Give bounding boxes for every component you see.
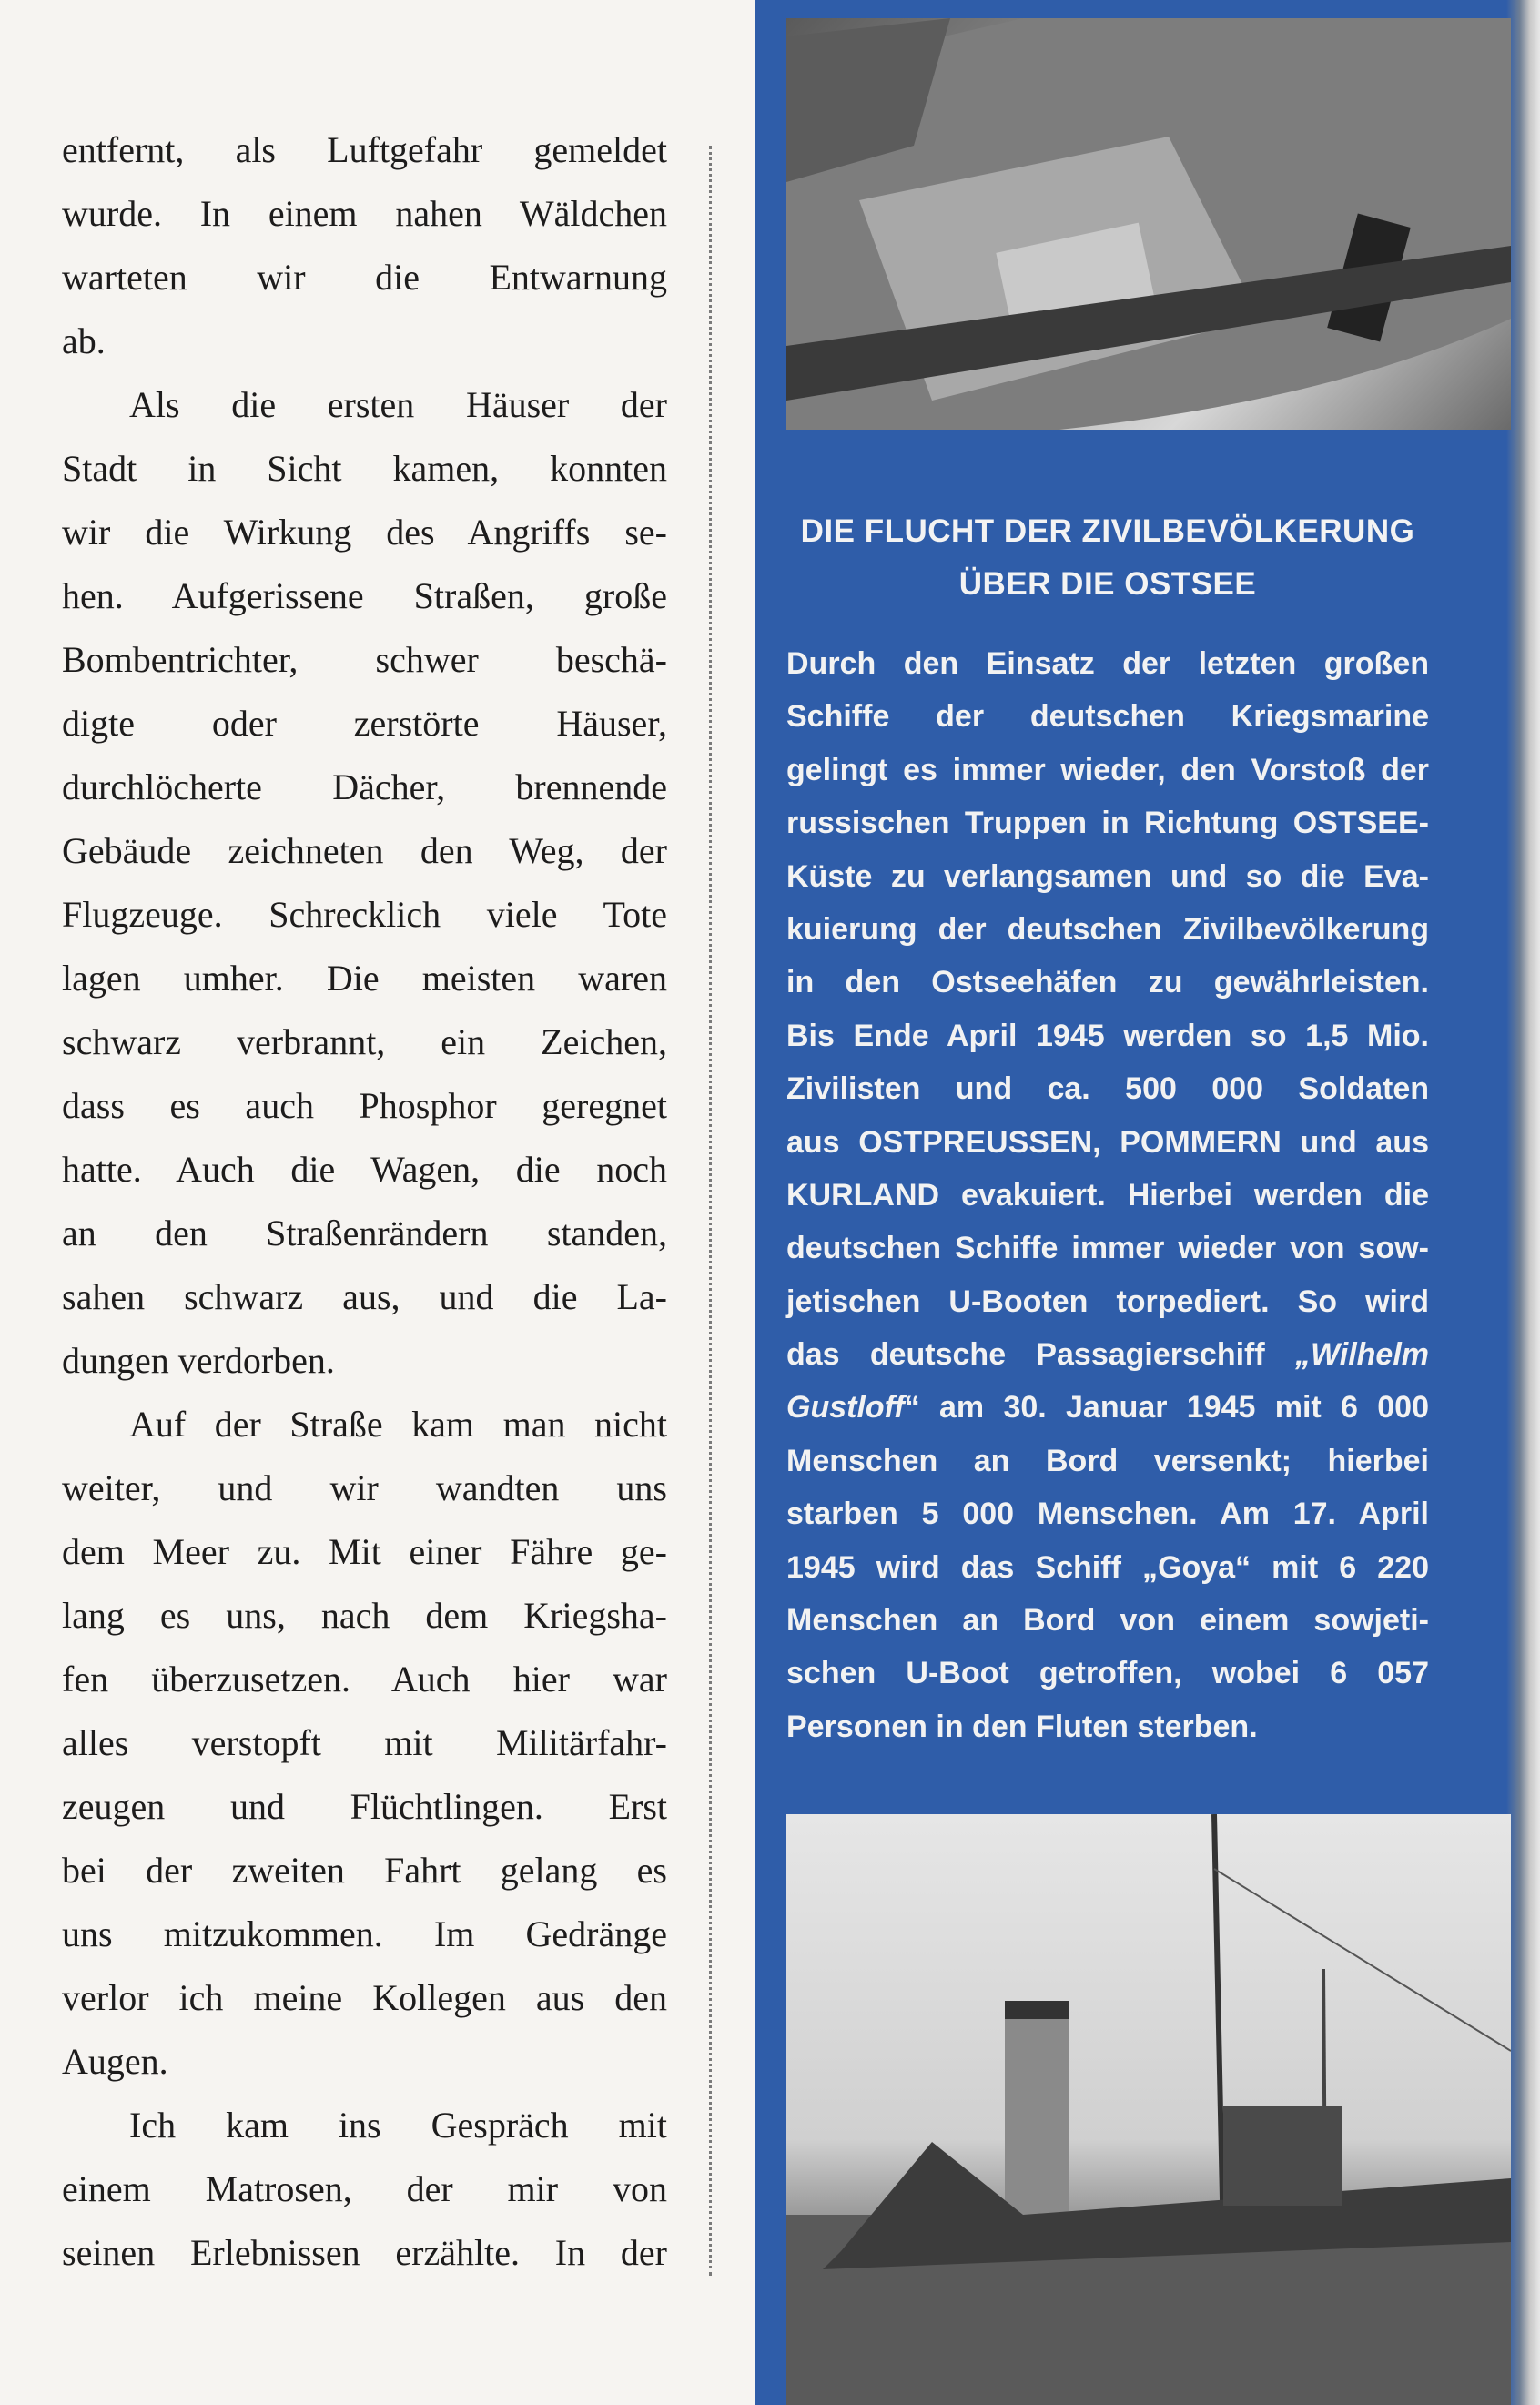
sidebar-text-line <box>786 1381 1429 1434</box>
text-segment: Schiffe der deutschen Kriegsmarine <box>786 699 1429 735</box>
text-line: Auf der Straße kam man nicht <box>129 1404 667 1445</box>
sidebar-text-line <box>786 637 1429 690</box>
text-line: durchlöcherte Dächer, brennende <box>62 766 667 807</box>
sidebar-heading <box>786 505 1429 611</box>
sidebar-text-line <box>786 1328 1429 1381</box>
sidebar-text-line <box>786 1010 1429 1062</box>
sidebar-heading-line1: DIE FLUCHT DER ZIVILBEVÖLKERUNG <box>800 513 1415 549</box>
sidebar-text-line <box>786 1275 1429 1328</box>
text-segment: das deutsche Passagierschiff <box>786 1337 1295 1373</box>
text-segment: aus OSTPREUSSEN, POMMERN und aus <box>786 1124 1429 1160</box>
text-segment: Personen in den Fluten sterben. <box>786 1709 1258 1744</box>
text-segment: Menschen an Bord von einem sowjeti- <box>786 1603 1429 1639</box>
ship-name-italic: „Wilhelm <box>1294 1337 1429 1373</box>
sunken-ship-image <box>786 1814 1511 2405</box>
sidebar-heading-line2: ÜBER DIE OSTSEE <box>958 566 1257 602</box>
text-line: dem Meer zu. Mit einer Fähre ge- <box>62 1531 667 1572</box>
text-segment: deutschen Schiffe immer wieder von sow- <box>786 1231 1429 1266</box>
text-segment: Zivilisten und ca. 500 000 Soldaten <box>786 1071 1429 1107</box>
sidebar-text-line <box>786 903 1429 956</box>
text-segment: Küste zu verlangsamen und so die Eva- <box>786 858 1429 894</box>
text-line: Augen. <box>62 2041 168 2082</box>
text-line: lang es uns, nach dem Kriegsha- <box>62 1595 667 1636</box>
text-line: seinen Erlebnissen erzählte. In der <box>62 2232 667 2273</box>
text-segment: “ am 30. Januar 1945 mit 6 000 <box>904 1390 1429 1426</box>
text-segment: 1945 wird das Schiff „Goya“ mit 6 220 <box>786 1549 1429 1585</box>
text-line: bei der zweiten Fahrt gelang es <box>62 1850 667 1891</box>
text-line: fen überzusetzen. Auch hier war <box>62 1659 667 1700</box>
text-line: einem Matrosen, der mir von <box>62 2168 667 2209</box>
text-segment: kuierung der deutschen Zivilbevölkerung <box>786 911 1429 947</box>
sidebar-text-line <box>786 956 1429 1009</box>
text-segment: russischen Truppen in Richtung OSTSEE- <box>786 806 1429 841</box>
text-line: hatte. Auch die Wagen, die noch <box>62 1149 667 1190</box>
text-line: Ich kam ins Gespräch mit <box>129 2105 667 2146</box>
text-line: dass es auch Phosphor geregnet <box>62 1085 667 1126</box>
text-line: Stadt in Sicht kamen, konnten <box>62 448 667 489</box>
sidebar-text-line <box>786 744 1429 797</box>
photo-sunken-ship <box>786 1814 1511 2405</box>
sidebar-text-line <box>786 1169 1429 1222</box>
text-segment: in den Ostseehäfen zu gewährleisten. <box>786 965 1429 1000</box>
text-segment: Menschen an Bord versenkt; hierbei <box>786 1443 1429 1478</box>
text-line: Flugzeuge. Schrecklich viele Tote <box>62 894 667 935</box>
sidebar-text-line <box>786 1647 1429 1700</box>
sidebar-text-line <box>786 797 1429 849</box>
sidebar-text-line <box>786 1487 1429 1540</box>
text-line: entfernt, als Luftgefahr gemeldet <box>62 129 667 170</box>
text-line: wir die Wirkung des Angriffs se- <box>62 512 667 553</box>
text-segment: Bis Ende April 1945 werden so 1,5 Mio. <box>786 1018 1429 1053</box>
text-segment: schen U-Boot getroffen, wobei 6 057 <box>786 1656 1429 1691</box>
text-line: schwarz verbrannt, ein Zeichen, <box>62 1021 667 1062</box>
text-line: alles verstopft mit Militärfahr- <box>62 1722 667 1763</box>
sidebar-text-line <box>786 1594 1429 1647</box>
text-line: weiter, und wir wandten uns <box>62 1467 667 1508</box>
text-line: ab. <box>62 320 106 361</box>
text-line: sahen schwarz aus, und die La- <box>62 1276 667 1317</box>
sidebar-text-line <box>786 1222 1429 1274</box>
dotted-divider <box>709 146 712 2276</box>
text-line: warteten wir die Entwarnung <box>62 257 667 298</box>
text-line: Als die ersten Häuser der <box>129 384 667 425</box>
text-segment: gelingt es immer wieder, den Vorstoß der <box>786 752 1429 787</box>
ship-name-italic: Gustloff <box>786 1390 905 1426</box>
sidebar-text-line <box>786 1541 1429 1594</box>
sidebar-text-line <box>786 1435 1429 1487</box>
sidebar-text-line <box>786 1700 1429 1753</box>
text-line: an den Straßenrändern standen, <box>62 1213 667 1253</box>
page-gutter-shadow <box>1506 0 1540 2405</box>
text-line: zeugen und Flüchtlingen. Erst <box>62 1786 667 1827</box>
sidebar-text <box>786 637 1429 1753</box>
text-segment: Durch den Einsatz der letzten großen <box>786 646 1429 681</box>
capsized-ship-image <box>786 18 1511 430</box>
text-line: lagen umher. Die meisten waren <box>62 958 667 999</box>
text-line: uns mitzukommen. Im Gedränge <box>62 1913 667 1954</box>
text-line: Gebäude zeichneten den Weg, der <box>62 830 667 871</box>
sidebar-text-line <box>786 1116 1429 1169</box>
text-line: wurde. In einem nahen Wäldchen <box>62 193 667 234</box>
sidebar-text-line <box>786 690 1429 743</box>
text-segment: starben 5 000 Menschen. Am 17. April <box>786 1497 1429 1532</box>
sidebar-text-line <box>786 850 1429 903</box>
text-line: hen. Aufgerissene Straßen, große <box>62 575 667 616</box>
text-line: dungen verdorben. <box>62 1340 335 1381</box>
text-line: digte oder zerstörte Häuser, <box>62 703 667 744</box>
text-segment: KURLAND evakuiert. Hierbei werden die <box>786 1177 1429 1213</box>
sidebar-text-line <box>786 1062 1429 1115</box>
text-segment: jetischen U-Booten torpediert. So wird <box>786 1284 1429 1319</box>
photo-capsized-ship <box>786 18 1511 430</box>
text-line: Bombentrichter, schwer beschä- <box>62 639 667 680</box>
main-text-column <box>62 118 667 2285</box>
text-line: verlor ich meine Kollegen aus den <box>62 1977 667 2018</box>
